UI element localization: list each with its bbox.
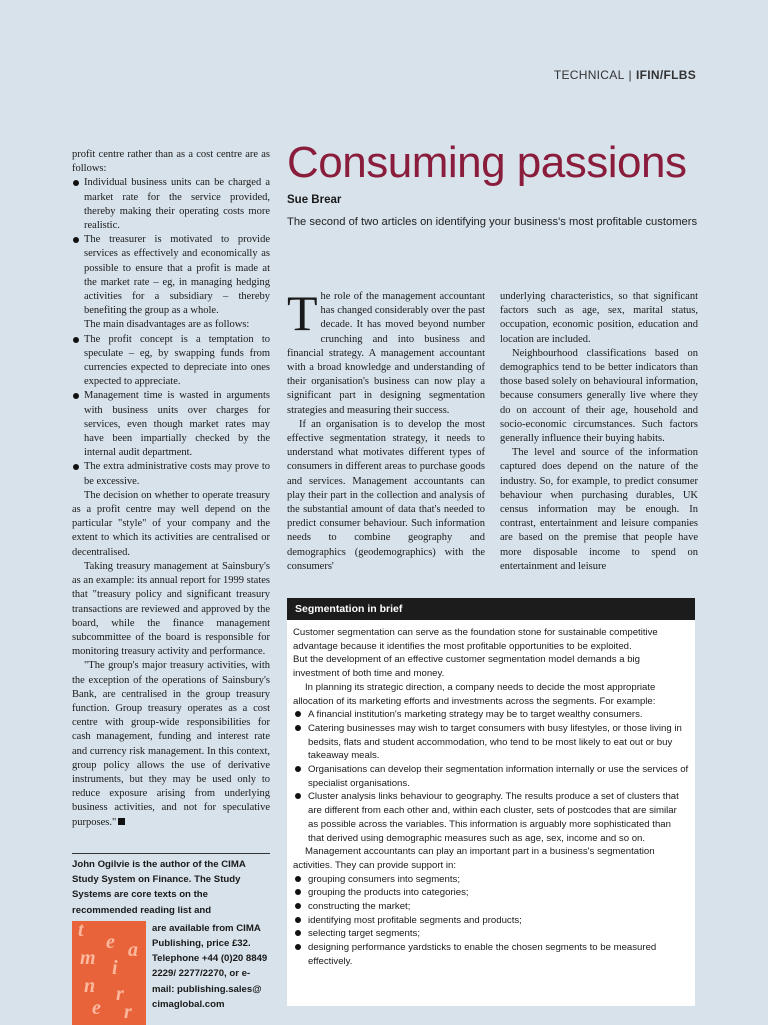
list-item: identifying most profitable segments and products; bbox=[293, 914, 689, 928]
quote-text: "The group's major treasury activities, with the exception of the operations of Sainsbury's Bank, are centralised in the group treasury function. Group treasury operates as a cost centre with group-wide responsibilities for cash management, funding and interest rate and currency risk management. In this context, group policy allows the use of derivative instruments, but they may be used only to reduce exposure arising from underlying business activities, and not for speculative purposes." bbox=[72, 660, 270, 828]
author-note-bottom bbox=[72, 921, 270, 1025]
cover-letter: a bbox=[128, 938, 138, 961]
section-header bbox=[554, 68, 696, 82]
article-column-2 bbox=[500, 290, 698, 574]
author-contact-text: are available from CIMA Publishing, price £32. Telephone +44 (0)20 8849 2229/ 2277/2270, or e-mail: publishing.sales@ cimaglobal.com bbox=[152, 922, 268, 1010]
sidebar-title: Segmentation in brief bbox=[287, 598, 695, 620]
paragraph bbox=[72, 659, 270, 829]
author-note bbox=[72, 853, 270, 1025]
end-of-article-mark bbox=[118, 818, 125, 825]
magazine-label: IFIN/FLBS bbox=[635, 68, 696, 82]
list-item: The treasurer is motivated to provide services as effectively and economically as possible to ensure that a profit is made at the market rate – eg, in managing hedging activities for a subsidiary – thereby benefiting the group as a whole. bbox=[72, 233, 270, 318]
paragraph: Neighbourhood classifications based on demographics tend to be better indicators than those based solely on behavioural information, because consumers generally live where they do on account of their age, household and socio-economic circumstances. Such factors generally influence their buying habits. bbox=[500, 347, 698, 445]
paragraph-text: he role of the management accountant has changed considerably over the past decade. It has moved beyond number crunching and into business and financial strategy. A management accountant with a broad knowledge and understanding of their organisation's business can now play a significant part in designing segmentation strategies and measuring their success. bbox=[287, 291, 485, 416]
paragraph: Taking treasury management at Sainsbury's as an example: its annual report for 1999 states that "treasury policy and significant treasury transactions are reviewed and approved by the board, while the finance management subcommittee of the board is responsible for monitoring treasury activity and performance. bbox=[72, 560, 270, 658]
cover-letter: t bbox=[78, 920, 84, 941]
list-item: The extra administrative costs may prove to be excessive. bbox=[72, 460, 270, 488]
list-item: Catering businesses may wish to target consumers with busy lifestyles, or those living in bedsits, flats and student accommodation, who tend to be most likely to eat out or buy takeaway meals. bbox=[293, 722, 689, 763]
list-item: Management time is wasted in arguments with business units over charges for services, even though market rates may have been impartially checked by the internal audit department. bbox=[72, 389, 270, 460]
left-column bbox=[72, 148, 270, 830]
header-separator: | bbox=[628, 68, 632, 82]
paragraph bbox=[287, 285, 485, 418]
disadvantages-intro: The main disadvantages are as follows: bbox=[84, 319, 250, 331]
cover-letter: n bbox=[84, 974, 96, 997]
list-item: selecting target segments; bbox=[293, 927, 689, 941]
section-label: TECHNICAL bbox=[553, 68, 625, 82]
list-item: The profit concept is a temptation to speculate – eg, by swapping funds from currencies expected to depreciate into ones expected to appreciate. bbox=[72, 333, 270, 390]
list-item: grouping the products into categories; bbox=[293, 886, 689, 900]
list-item: A financial institution's marketing strategy may be to target wealthy consumers. bbox=[293, 708, 689, 722]
support-list bbox=[293, 873, 689, 969]
paragraph: The level and source of the information captured does depend on the nature of the industry. So, for example, to predict consumer behaviour when purchasing durables, UK census information may be enough. In contrast, entertainment and leisure companies are based on the premise that people have more disposable income to spend on entertainment and leisure bbox=[500, 447, 698, 572]
list-item: designing performance yardsticks to enable the chosen segments to be measured effectively. bbox=[293, 941, 689, 968]
standfirst: The second of two articles on identifying your business's most profitable customers bbox=[287, 216, 698, 228]
disadvantages-list bbox=[72, 333, 270, 489]
paragraph: The decision on whether to operate treasury as a profit centre may well depend on the particular "style" of your company and the extent to which its activities are centralised or decentralised. bbox=[72, 489, 270, 558]
drop-cap: T bbox=[287, 285, 318, 341]
cover-letter: r bbox=[124, 1000, 132, 1023]
advantages-list bbox=[72, 176, 270, 318]
paragraph: In planning its strategic direction, a company needs to decide the most appropriate allocation of its marketing efforts and investments across the segments. For example: bbox=[293, 681, 656, 707]
paragraph: underlying characteristics, so that significant factors such as age, sex, marital status, occupation, economic position, education and location are included. bbox=[500, 291, 698, 345]
paragraph: Customer segmentation can serve as the foundation stone for sustainable competitive advantage because it identifies the most profitable opportunities to be exploited. bbox=[293, 627, 658, 652]
list-item: constructing the market; bbox=[293, 900, 689, 914]
cover-letter: m bbox=[80, 946, 96, 969]
sidebar-body bbox=[287, 620, 695, 969]
article-column-1 bbox=[287, 285, 485, 574]
segmentation-sidebar bbox=[287, 598, 695, 1006]
paragraph: If an organisation is to develop the most effective segmentation strategy, it needs to understand what motivates different types of consumers in different areas to purchase goods and services. Management accountants can play their part in the collection and analysis of the substantial amount of data that's needed to predict consumer behaviour. Such information needs to combine geography and demographics (geodemographics) with the consumers' bbox=[287, 418, 485, 572]
list-item: Organisations can develop their segmentation information internally or use the services of specialist organisations. bbox=[293, 763, 689, 790]
list-item: Cluster analysis links behaviour to geography. The results produce a set of clusters that are different from each other and, within each cluster, sets of postcodes that are similar as possible across the variables. This information is arguably more sophisticated than that derived using demographic measures such as age, sex, income and so on. bbox=[293, 790, 689, 845]
left-intro: profit centre rather than as a cost centre are as follows: bbox=[72, 149, 270, 175]
cover-letter: e bbox=[92, 996, 101, 1019]
examples-list bbox=[293, 708, 689, 845]
author-byline: Sue Brear bbox=[287, 194, 342, 206]
author-note-text: John Ogilvie is the author of the CIMA Study System on Finance. The Study Systems are core texts on the recommended reading list and bbox=[72, 859, 246, 916]
book-cover-image bbox=[72, 921, 146, 1025]
list-item: grouping consumers into segments; bbox=[293, 873, 689, 887]
cover-letter: i bbox=[112, 956, 118, 979]
paragraph: Management accountants can play an important part in a business's segmentation activities. They can provide support in: bbox=[293, 846, 655, 871]
list-item: Individual business units can be charged a market rate for the service provided, thereby making their operating costs more realistic. bbox=[72, 176, 270, 233]
paragraph: But the development of an effective customer segmentation model demands a big investment of both time and money. bbox=[293, 654, 641, 680]
article-title: Consuming passions bbox=[287, 138, 687, 187]
cover-letter: r bbox=[116, 982, 124, 1005]
cover-letter: e bbox=[106, 930, 115, 953]
